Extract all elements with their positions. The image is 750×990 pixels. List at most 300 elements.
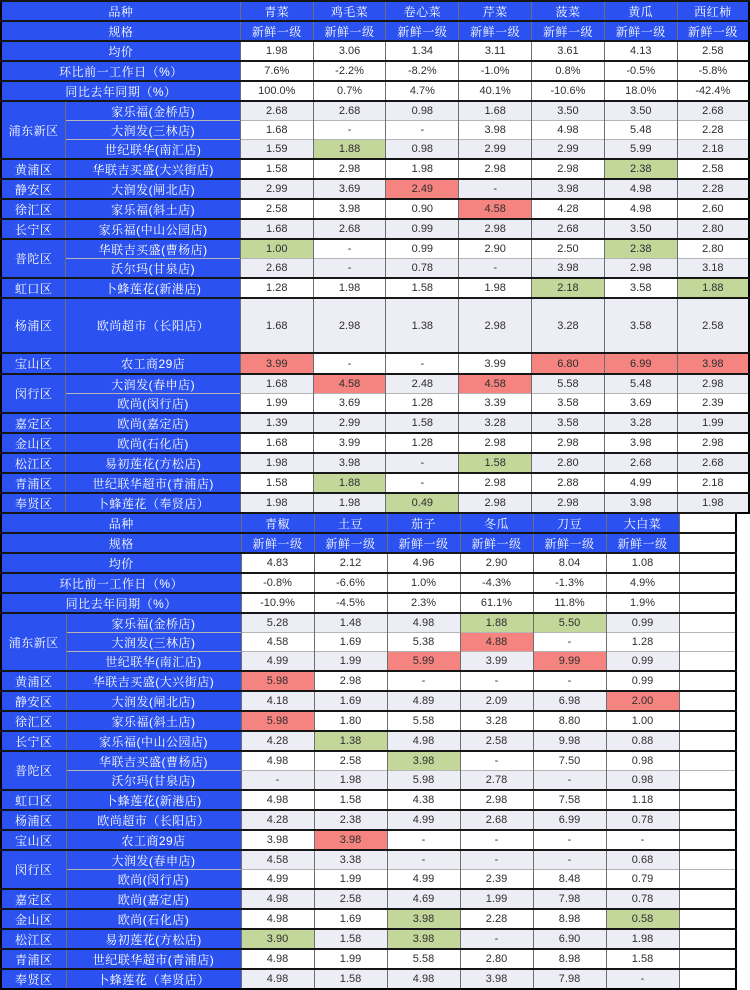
avg-value: 8.04 <box>533 553 606 573</box>
avg-value: 1.98 <box>240 41 313 61</box>
store-price-row <box>1 199 749 219</box>
price-cell: 2.68 <box>313 219 386 239</box>
price-cell: - <box>313 353 386 374</box>
price-cell: 1.98 <box>606 929 679 949</box>
store-label: 大润发(春申店) <box>66 850 241 870</box>
store-price-row <box>1 101 749 121</box>
price-cell: 1.88 <box>313 140 386 160</box>
yoy-value: 0.7% <box>313 81 386 101</box>
district-label: 宝山区 <box>1 830 66 850</box>
price-cell: 2.99 <box>240 179 313 199</box>
price-cell: 4.88 <box>460 633 533 652</box>
product-header: 芹菜 <box>459 1 532 21</box>
price-cell: 3.69 <box>313 394 386 414</box>
store-label: 卜蜂莲花(新港店) <box>66 790 241 810</box>
price-cell: 3.50 <box>604 101 677 121</box>
store-label: 华联吉买盛(大兴街店) <box>66 671 241 691</box>
price-cell: 3.99 <box>313 433 386 453</box>
store-label: 欧尚(闵行店) <box>66 870 241 890</box>
store-price-row <box>1 239 749 259</box>
empty-cell <box>679 573 736 593</box>
product-header: 土豆 <box>314 513 387 533</box>
avg-value: 3.11 <box>459 41 532 61</box>
price-cell: 1.80 <box>314 711 387 731</box>
price-cell: 3.98 <box>677 353 749 374</box>
spec-row-label: 规格 <box>1 533 241 553</box>
store-price-row <box>1 850 736 870</box>
yoy-value: 1.9% <box>606 593 679 613</box>
store-label: 大润发(闸北店) <box>66 179 240 199</box>
price-cell: 2.39 <box>677 394 749 414</box>
price-cell: 1.98 <box>314 771 387 791</box>
empty-cell <box>679 671 736 691</box>
price-cell: 1.98 <box>386 159 459 179</box>
price-cell: 2.98 <box>677 374 749 394</box>
price-cell: 4.18 <box>241 691 314 711</box>
price-cell: 1.68 <box>240 219 313 239</box>
avg-value: 2.90 <box>460 553 533 573</box>
price-cell: 2.98 <box>459 159 532 179</box>
price-cell: 2.90 <box>459 239 532 259</box>
price-cell: 1.58 <box>459 453 532 473</box>
empty-cell <box>679 830 736 850</box>
price-cell: 2.80 <box>677 239 749 259</box>
price-cell: 3.98 <box>532 179 605 199</box>
avg-row-label: 均价 <box>1 553 241 573</box>
empty-cell <box>679 533 736 553</box>
price-cell: 1.68 <box>240 121 313 140</box>
store-label: 家乐福(金桥店) <box>66 101 240 121</box>
spec-cell: 新鲜一级 <box>240 21 313 41</box>
yoy-value: 18.0% <box>604 81 677 101</box>
price-cell: 2.88 <box>532 473 605 493</box>
price-cell: 1.68 <box>240 433 313 453</box>
price-cell: 1.58 <box>314 969 387 989</box>
price-cell: 4.89 <box>387 691 460 711</box>
store-price-row <box>1 633 736 652</box>
price-cell: - <box>313 239 386 259</box>
store-price-row <box>1 473 749 493</box>
price-cell: 4.58 <box>241 850 314 870</box>
price-cell: 0.98 <box>606 751 679 771</box>
avg-value: 2.12 <box>314 553 387 573</box>
dod-value: -5.8% <box>677 61 749 81</box>
price-cell: - <box>533 771 606 791</box>
product-header: 大白菜 <box>606 513 679 533</box>
empty-cell <box>679 909 736 929</box>
district-label: 嘉定区 <box>1 413 66 433</box>
price-cell: 3.98 <box>314 830 387 850</box>
price-cell: 1.68 <box>240 298 313 353</box>
price-cell: 1.48 <box>314 613 387 633</box>
price-cell: 1.98 <box>677 493 749 513</box>
avg-value: 3.61 <box>532 41 605 61</box>
district-label: 杨浦区 <box>1 298 66 353</box>
price-cell: 2.60 <box>677 199 749 219</box>
price-cell: 2.49 <box>386 179 459 199</box>
store-price-row <box>1 353 749 374</box>
price-cell: 1.99 <box>677 413 749 433</box>
price-cell: - <box>533 850 606 870</box>
price-cell: 5.98 <box>387 771 460 791</box>
price-cell: 5.58 <box>387 949 460 969</box>
yoy-row-label: 同比去年同期（%） <box>1 593 241 613</box>
price-cell: - <box>533 633 606 652</box>
price-cell: 2.58 <box>677 298 749 353</box>
price-cell: - <box>460 751 533 771</box>
district-label: 松江区 <box>1 453 66 473</box>
price-cell: 3.39 <box>459 394 532 414</box>
store-label: 大润发(三林店) <box>66 121 240 140</box>
price-cell: 4.98 <box>241 790 314 810</box>
price-cell: 3.58 <box>604 278 677 298</box>
store-price-row <box>1 751 736 771</box>
price-cell: 1.59 <box>240 140 313 160</box>
district-label: 徐汇区 <box>1 711 66 731</box>
price-cell: 4.99 <box>387 810 460 830</box>
store-price-row <box>1 909 736 929</box>
district-label: 松江区 <box>1 929 66 949</box>
avg-value: 4.13 <box>604 41 677 61</box>
price-cell: 3.99 <box>459 353 532 374</box>
price-cell: 0.88 <box>606 731 679 751</box>
price-cell: 2.98 <box>532 433 605 453</box>
price-cell: 2.98 <box>604 259 677 279</box>
price-cell: 1.98 <box>240 493 313 513</box>
spec-cell: 新鲜一级 <box>313 21 386 41</box>
price-cell: 1.69 <box>314 909 387 929</box>
price-cell: 1.38 <box>386 298 459 353</box>
store-label: 家乐福(金桥店) <box>66 613 241 633</box>
price-cell: 2.38 <box>604 159 677 179</box>
store-label: 欧尚(石化店) <box>66 433 240 453</box>
price-cell: 1.99 <box>460 889 533 909</box>
price-cell: 3.98 <box>313 453 386 473</box>
store-price-row <box>1 929 736 949</box>
store-price-row <box>1 711 736 731</box>
price-cell: 1.28 <box>386 433 459 453</box>
store-price-row <box>1 830 736 850</box>
price-cell: - <box>606 969 679 989</box>
empty-cell <box>679 593 736 613</box>
price-cell: 4.28 <box>241 731 314 751</box>
price-cell: 4.98 <box>604 199 677 219</box>
dod-value: 1.0% <box>387 573 460 593</box>
dod-value: -8.2% <box>386 61 459 81</box>
store-price-row <box>1 140 749 160</box>
price-cell: 1.39 <box>240 413 313 433</box>
price-cell: 3.98 <box>532 259 605 279</box>
empty-cell <box>679 513 736 533</box>
store-label: 世纪联华超市(青浦店) <box>66 473 240 493</box>
store-label: 家乐福(斜土店) <box>66 199 240 219</box>
price-cell: 7.58 <box>533 790 606 810</box>
price-cell: 4.99 <box>241 870 314 890</box>
price-cell: 3.28 <box>460 711 533 731</box>
district-label: 虹口区 <box>1 790 66 810</box>
product-header: 刀豆 <box>533 513 606 533</box>
empty-cell <box>679 633 736 652</box>
district-label: 黄浦区 <box>1 159 66 179</box>
dod-value: -2.2% <box>313 61 386 81</box>
district-label: 奉贤区 <box>1 493 66 513</box>
price-cell: 1.58 <box>386 413 459 433</box>
product-header: 黄瓜 <box>604 1 677 21</box>
store-price-row <box>1 121 749 140</box>
price-cell: 4.28 <box>241 810 314 830</box>
price-cell: 2.58 <box>460 731 533 751</box>
price-cell: - <box>459 259 532 279</box>
store-label: 欧尚超市（长阳店） <box>66 810 241 830</box>
price-cell: 2.38 <box>314 810 387 830</box>
price-cell: 6.90 <box>533 929 606 949</box>
price-cell: 3.69 <box>313 179 386 199</box>
district-label: 嘉定区 <box>1 889 66 909</box>
price-cell: 2.18 <box>677 473 749 493</box>
price-cell: 3.58 <box>604 298 677 353</box>
price-cell: 4.58 <box>459 374 532 394</box>
price-cell: 0.78 <box>606 889 679 909</box>
store-label: 易初莲花(方松店) <box>66 453 240 473</box>
price-cell: 0.99 <box>386 219 459 239</box>
store-label: 欧尚(石化店) <box>66 909 241 929</box>
store-label: 华联吉买盛(曹杨店) <box>66 751 241 771</box>
store-price-row <box>1 810 736 830</box>
district-label: 黄浦区 <box>1 671 66 691</box>
price-cell: 2.98 <box>314 671 387 691</box>
district-label: 长宁区 <box>1 219 66 239</box>
store-price-row <box>1 889 736 909</box>
price-cell: 1.58 <box>240 159 313 179</box>
price-cell: 2.58 <box>677 159 749 179</box>
empty-cell <box>679 929 736 949</box>
price-cell: 1.18 <box>606 790 679 810</box>
store-price-row <box>1 433 749 453</box>
empty-cell <box>679 751 736 771</box>
store-price-row <box>1 671 736 691</box>
price-cell: - <box>313 121 386 140</box>
price-cell: 5.38 <box>387 633 460 652</box>
store-label: 农工商29店 <box>66 830 241 850</box>
store-label: 世纪联华超市(青浦店) <box>66 949 241 969</box>
avg-row-label: 均价 <box>1 41 240 61</box>
price-cell: 1.28 <box>386 394 459 414</box>
store-price-row <box>1 790 736 810</box>
store-price-row <box>1 394 749 414</box>
yoy-value: 61.1% <box>460 593 533 613</box>
price-cell: 3.58 <box>532 394 605 414</box>
store-price-row <box>1 731 736 751</box>
spec-row-label: 规格 <box>1 21 240 41</box>
store-price-row <box>1 374 749 394</box>
empty-cell <box>679 731 736 751</box>
yoy-value: -10.6% <box>532 81 605 101</box>
district-label: 青浦区 <box>1 949 66 969</box>
price-cell: 3.50 <box>532 101 605 121</box>
district-label: 奉贤区 <box>1 969 66 989</box>
price-cell: 3.28 <box>459 413 532 433</box>
price-cell: 1.38 <box>314 731 387 751</box>
price-cell: 2.98 <box>459 298 532 353</box>
dod-value: -0.5% <box>604 61 677 81</box>
price-cell: 4.58 <box>313 374 386 394</box>
store-label: 欧尚超市（长阳店） <box>66 298 240 353</box>
avg-value: 1.34 <box>386 41 459 61</box>
store-label: 农工商29店 <box>66 353 240 374</box>
price-cell: - <box>460 830 533 850</box>
price-cell: 4.98 <box>241 909 314 929</box>
district-label: 浦东新区 <box>1 613 66 671</box>
store-label: 沃尔玛(甘泉店) <box>66 259 240 279</box>
store-price-row <box>1 298 749 353</box>
store-label: 世纪联华(南汇店) <box>66 652 241 672</box>
price-cell: 4.38 <box>387 790 460 810</box>
price-cell: - <box>460 671 533 691</box>
price-cell: 1.88 <box>677 278 749 298</box>
district-label: 杨浦区 <box>1 810 66 830</box>
price-cell: 0.99 <box>606 652 679 672</box>
price-cell: 2.98 <box>459 219 532 239</box>
product-header: 青椒 <box>241 513 314 533</box>
price-cell: 4.98 <box>532 121 605 140</box>
store-label: 欧尚(嘉定店) <box>66 889 241 909</box>
empty-cell <box>679 613 736 633</box>
price-cell: 2.50 <box>532 239 605 259</box>
product-header: 鸡毛菜 <box>313 1 386 21</box>
yoy-value: -10.9% <box>241 593 314 613</box>
price-cell: 0.78 <box>386 259 459 279</box>
price-cell: 2.68 <box>677 101 749 121</box>
district-label: 长宁区 <box>1 731 66 751</box>
spec-cell: 新鲜一级 <box>606 533 679 553</box>
district-label: 静安区 <box>1 179 66 199</box>
price-cell: - <box>386 353 459 374</box>
price-cell: 5.98 <box>241 671 314 691</box>
dod-value: -1.0% <box>459 61 532 81</box>
price-cell: 3.50 <box>604 219 677 239</box>
price-cell: 1.58 <box>606 949 679 969</box>
district-label: 闵行区 <box>1 374 66 413</box>
price-cell: 1.68 <box>459 101 532 121</box>
store-price-row <box>1 278 749 298</box>
price-cell: 5.48 <box>604 121 677 140</box>
avg-value: 4.83 <box>241 553 314 573</box>
price-cell: 1.98 <box>240 453 313 473</box>
price-cell: 4.58 <box>459 199 532 219</box>
product-header: 青菜 <box>240 1 313 21</box>
price-cell: 2.68 <box>460 810 533 830</box>
price-cell: - <box>387 850 460 870</box>
store-label: 大润发(春申店) <box>66 374 240 394</box>
spec-cell: 新鲜一级 <box>460 533 533 553</box>
empty-cell <box>679 949 736 969</box>
empty-cell <box>679 870 736 890</box>
price-cell: 1.98 <box>313 493 386 513</box>
price-cell: 2.99 <box>532 140 605 160</box>
price-cell: 2.98 <box>677 433 749 453</box>
price-cell: - <box>386 473 459 493</box>
district-label: 金山区 <box>1 433 66 453</box>
store-label: 欧尚(嘉定店) <box>66 413 240 433</box>
price-cell: 3.58 <box>532 413 605 433</box>
price-cell: 1.28 <box>606 633 679 652</box>
price-cell: 1.58 <box>386 278 459 298</box>
price-cell: 2.58 <box>314 751 387 771</box>
avg-value: 1.08 <box>606 553 679 573</box>
empty-cell <box>679 553 736 573</box>
store-label: 家乐福(中山公园店) <box>66 731 241 751</box>
price-cell: 9.99 <box>533 652 606 672</box>
price-cell: 1.58 <box>314 790 387 810</box>
dod-row-label: 环比前一工作日（%） <box>1 61 240 81</box>
price-cell: 2.18 <box>677 140 749 160</box>
spec-cell: 新鲜一级 <box>241 533 314 553</box>
price-cell: 6.99 <box>533 810 606 830</box>
dod-value: -1.3% <box>533 573 606 593</box>
price-cell: 2.68 <box>532 219 605 239</box>
price-cell: 1.69 <box>314 691 387 711</box>
price-cell: 2.98 <box>459 493 532 513</box>
price-cell: 5.58 <box>387 711 460 731</box>
price-cell: 4.98 <box>241 751 314 771</box>
price-cell: 4.98 <box>387 969 460 989</box>
price-cell: 3.28 <box>604 413 677 433</box>
yoy-row-label: 同比去年同期（%） <box>1 81 240 101</box>
price-cell: 0.99 <box>606 671 679 691</box>
price-cell: - <box>460 850 533 870</box>
price-cell: 1.98 <box>313 278 386 298</box>
store-price-row <box>1 949 736 969</box>
price-cell: 2.28 <box>460 909 533 929</box>
price-cell: 0.99 <box>606 613 679 633</box>
price-cell: 0.98 <box>606 771 679 791</box>
price-cell: - <box>386 121 459 140</box>
price-cell: 2.80 <box>532 453 605 473</box>
price-cell: 2.98 <box>459 433 532 453</box>
price-cell: 6.98 <box>533 691 606 711</box>
spec-cell: 新鲜一级 <box>532 21 605 41</box>
price-cell: - <box>387 671 460 691</box>
store-label: 大润发(闸北店) <box>66 691 241 711</box>
store-price-row <box>1 691 736 711</box>
price-cell: 1.99 <box>314 652 387 672</box>
empty-cell <box>679 711 736 731</box>
store-price-row <box>1 493 749 513</box>
price-table-bottom <box>0 512 737 990</box>
price-cell: 2.98 <box>532 159 605 179</box>
store-price-row <box>1 453 749 473</box>
store-price-row <box>1 613 736 633</box>
price-cell: - <box>313 259 386 279</box>
yoy-value: -4.5% <box>314 593 387 613</box>
price-cell: 0.78 <box>606 810 679 830</box>
price-cell: 4.69 <box>387 889 460 909</box>
district-label: 青浦区 <box>1 473 66 493</box>
store-price-row <box>1 413 749 433</box>
price-cell: 3.98 <box>241 830 314 850</box>
price-cell: 8.98 <box>533 909 606 929</box>
price-cell: 4.98 <box>241 949 314 969</box>
price-cell: 5.99 <box>387 652 460 672</box>
empty-cell <box>679 889 736 909</box>
price-cell: 3.98 <box>604 493 677 513</box>
price-cell: 3.99 <box>460 652 533 672</box>
product-header: 卷心菜 <box>386 1 459 21</box>
dod-value: -6.6% <box>314 573 387 593</box>
district-label: 虹口区 <box>1 278 66 298</box>
price-cell: 2.00 <box>606 691 679 711</box>
price-cell: 2.48 <box>386 374 459 394</box>
